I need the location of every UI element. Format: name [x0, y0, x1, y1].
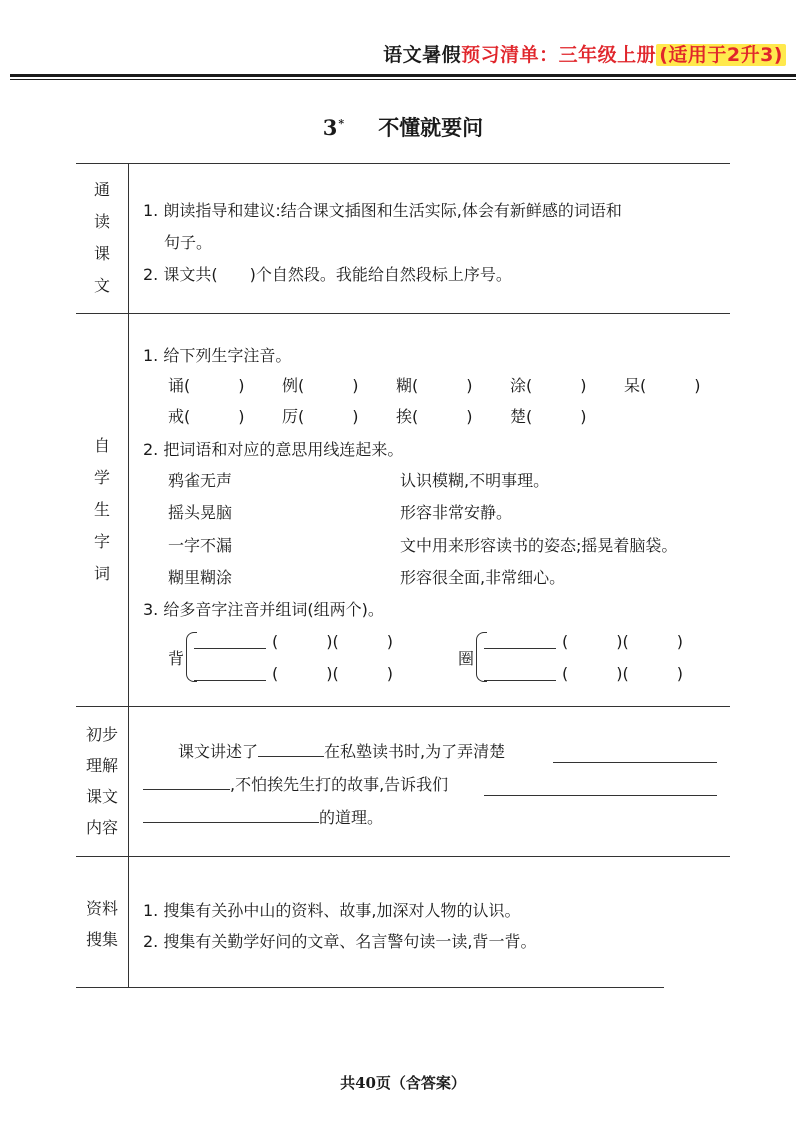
- label-materials: [76, 893, 128, 955]
- answer-parens: ( )( ): [272, 632, 393, 651]
- label-word: 资料: [85, 899, 118, 918]
- match-word: 鸦雀无声: [168, 471, 233, 490]
- content-line-3: [143, 805, 383, 828]
- label-self-study: [76, 430, 128, 590]
- answer-parens: ( )( ): [562, 664, 683, 683]
- match-meaning: 文中用来形容读书的姿态;摇晃着脑袋。: [400, 536, 678, 555]
- label-word: 理解: [85, 756, 118, 775]
- label-understand-content: [76, 719, 128, 843]
- answer-blank[interactable]: [553, 746, 717, 763]
- pinyin-item: 糊( ): [396, 376, 473, 395]
- pinyin-item: 厉( ): [282, 407, 359, 426]
- material-task-1: 1. 搜集有关孙中山的资料、故事,加深对人物的认识。: [143, 901, 521, 920]
- label-word: 搜集: [85, 930, 118, 949]
- content-text: 课文讲述了: [178, 742, 259, 761]
- label-read-text: [76, 174, 128, 302]
- pinyin-blank[interactable]: [484, 632, 556, 649]
- header-rule-thick: [10, 74, 796, 77]
- pinyin-item: 戒( ): [168, 407, 245, 426]
- answer-parens: ( )( ): [272, 664, 393, 683]
- pinyin-item: 楚( ): [510, 407, 587, 426]
- pinyin-item: 诵( ): [168, 376, 245, 395]
- header-title: [383, 40, 786, 67]
- answer-blank[interactable]: [484, 779, 717, 796]
- label-char: 字: [93, 532, 110, 551]
- label-char: 词: [93, 564, 110, 583]
- label-word: 课文: [85, 787, 118, 806]
- label-char: 文: [93, 276, 110, 295]
- polyphone-char: 背: [168, 649, 185, 668]
- header-title-black: 语文暑假: [383, 44, 462, 66]
- pinyin-item: 涂( ): [510, 376, 587, 395]
- read-instruction-2: 2. 课文共( )个自然段。我能给自然段标上序号。: [143, 265, 512, 284]
- pinyin-question: 1. 给下列生字注音。: [143, 346, 292, 365]
- label-char: 学: [93, 468, 110, 487]
- answer-parens: ( )( ): [562, 632, 683, 651]
- table-column-divider: [128, 163, 129, 988]
- page-header: [0, 38, 800, 72]
- table-divider-2: [76, 706, 730, 707]
- match-meaning: 认识模糊,不明事理。: [400, 471, 550, 490]
- material-task-2: 2. 搜集有关勤学好问的文章、名言警句读一读,背一背。: [143, 932, 537, 951]
- label-char: 自: [93, 436, 110, 455]
- pinyin-blank[interactable]: [194, 664, 266, 681]
- read-instruction-1-cont: 句子。: [164, 233, 213, 252]
- table-divider-3: [76, 856, 730, 857]
- lesson-marker: *: [338, 117, 345, 130]
- answer-blank[interactable]: [143, 773, 230, 790]
- content-text: 在私塾读书时,为了弄清楚: [324, 742, 506, 761]
- header-grade-tag: (适用于2升3): [656, 44, 786, 66]
- pinyin-item: 例( ): [282, 376, 359, 395]
- pinyin-blank[interactable]: [484, 664, 556, 681]
- label-char: 生: [93, 500, 110, 519]
- match-meaning: 形容非常安静。: [400, 503, 513, 522]
- page-footer: 共40页（含答案）: [340, 1074, 466, 1092]
- match-word: 糊里糊涂: [168, 568, 233, 587]
- content-line-2: [143, 772, 448, 795]
- answer-blank[interactable]: [258, 740, 324, 757]
- header-rule-thin: [10, 79, 796, 80]
- matching-question: 2. 把词语和对应的意思用线连起来。: [143, 440, 404, 459]
- content-text: ,不怕挨先生打的故事,告诉我们: [230, 775, 449, 794]
- table-bottom-rule: [76, 987, 664, 988]
- pinyin-item: 挨( ): [396, 407, 473, 426]
- polyphone-char: 圈: [458, 649, 475, 668]
- label-word: 内容: [85, 818, 118, 837]
- answer-blank[interactable]: [143, 806, 319, 823]
- match-word: 摇头晃脑: [168, 503, 233, 522]
- match-meaning: 形容很全面,非常细心。: [400, 568, 566, 587]
- match-word: 一字不漏: [168, 536, 233, 555]
- table-top-rule: [76, 163, 730, 164]
- polyphone-question: 3. 给多音字注音并组词(组两个)。: [143, 600, 384, 619]
- content-line-1: [178, 739, 505, 762]
- header-title-red: 预习清单：三年级上册: [461, 44, 657, 66]
- lesson-title: [0, 112, 806, 142]
- label-word: 初步: [85, 725, 118, 744]
- read-instruction-1: 1. 朗读指导和建议:结合课文插图和生活实际,体会有新鲜感的词语和: [143, 201, 622, 220]
- pinyin-item: 呆( ): [624, 376, 701, 395]
- lesson-number: 3: [322, 115, 338, 140]
- pinyin-blank[interactable]: [194, 632, 266, 649]
- table-divider-1: [76, 313, 730, 314]
- label-char: 课: [93, 244, 110, 263]
- content-text: 的道理。: [319, 808, 384, 827]
- label-char: 读: [93, 212, 110, 231]
- label-char: 通: [93, 180, 110, 199]
- lesson-name: 不懂就要问: [378, 115, 484, 140]
